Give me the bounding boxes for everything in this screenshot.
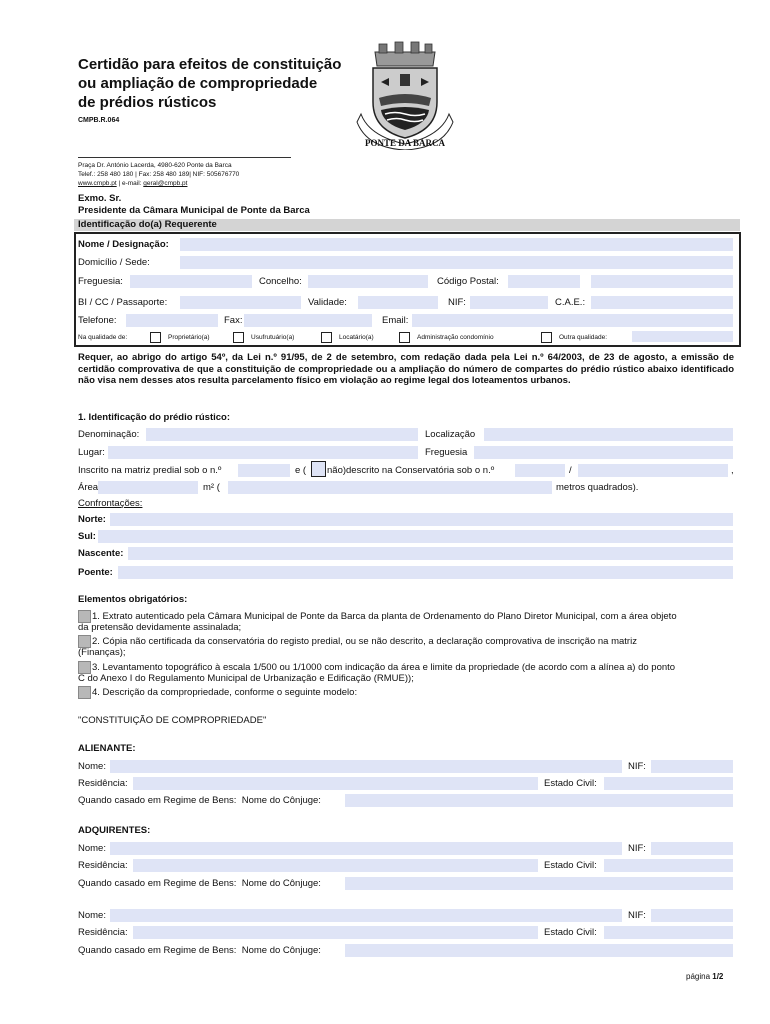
bi-field[interactable] — [180, 296, 301, 309]
codigo-postal-field[interactable] — [508, 275, 580, 288]
title-line-2: ou ampliação de compropriedade — [78, 75, 318, 92]
adquirente2-conjuge-field[interactable] — [345, 944, 733, 957]
label-nao-descrito: não)descrito na Conservatória sob o n.º — [327, 465, 495, 476]
sul-field[interactable] — [98, 530, 733, 543]
nao-descrito-checkbox[interactable] — [311, 461, 326, 477]
web-email-line: www.cmpb.pt | e-mail: geral@cmpb.pt — [78, 180, 188, 187]
elementos-title: Elementos obrigatórios: — [78, 594, 188, 605]
label-alienante-residencia: Residência: — [78, 778, 128, 789]
modelo-heading: "CONSTITUIÇÃO DE COMPROPRIEDADE" — [78, 715, 267, 726]
label-e: e ( — [295, 465, 307, 476]
label-qualidade: Na qualidade de: — [78, 334, 128, 341]
label-bi: BI / CC / Passaporte: — [78, 297, 168, 308]
label-alienante-estado: Estado Civil: — [544, 778, 597, 789]
label-area: Área — [78, 482, 99, 493]
label-codigo-postal: Código Postal: — [437, 276, 499, 287]
contacts-line: Telef.: 258 480 180 | Fax: 258 480 189| NIF: 505676770 — [78, 171, 240, 178]
label-comma: , — [731, 465, 734, 476]
conservatoria-numero-field[interactable] — [515, 464, 565, 477]
checkbox-administracao[interactable] — [399, 332, 410, 343]
label-adquirente1-nome: Nome: — [78, 843, 106, 854]
label-concelho: Concelho: — [259, 276, 302, 287]
label-cae: C.A.E.: — [555, 297, 586, 308]
label-confrontacoes: Confrontações: — [78, 498, 143, 509]
label-nif: NIF: — [448, 297, 466, 308]
localizacao-field[interactable] — [484, 428, 733, 441]
area-field[interactable] — [98, 481, 198, 494]
adquirente2-nome-field[interactable] — [110, 909, 622, 922]
title-line-3: de prédios rústicos — [78, 94, 217, 111]
elemento-4-text: 4. Descrição da compropriedade, conforme o seguinte modelo: — [92, 687, 358, 698]
label-alienante-nome: Nome: — [78, 761, 106, 772]
label-nome: Nome / Designação: — [78, 239, 169, 250]
label-freguesia-predio: Freguesia — [425, 447, 468, 458]
label-adquirente2-residencia: Residência: — [78, 927, 128, 938]
adquirente2-nif-field[interactable] — [651, 909, 733, 922]
label-email: Email: — [382, 315, 409, 326]
outra-qualidade-field[interactable] — [632, 331, 733, 342]
label-adquirente2-regime: Quando casado em Regime de Bens: Nome do Cônjuge: — [78, 945, 321, 956]
concelho-field[interactable] — [308, 275, 428, 288]
label-adquirente2-estado: Estado Civil: — [544, 927, 597, 938]
label-adquirente2-nome: Nome: — [78, 910, 106, 921]
nome-field[interactable] — [180, 238, 733, 251]
predio-title: 1. Identificação do prédio rústico: — [78, 412, 231, 423]
label-adquirente1-nif: NIF: — [628, 843, 646, 854]
adquirentes-title: ADQUIRENTES: — [78, 825, 151, 836]
label-poente: Poente: — [78, 567, 113, 578]
elemento-1-text-a: 1. Extrato autenticado pela Câmara Municipal de Ponte da Barca da planta de Ordenamento do Plano Diretor Municipal, com a área objeto — [92, 611, 677, 622]
checkbox-outra[interactable] — [541, 332, 552, 343]
label-adquirente2-nif: NIF: — [628, 910, 646, 921]
title-line-1: Certidão para efeitos de constituição — [78, 56, 342, 73]
label-usufrutuario: Usufrutuário(a) — [251, 334, 295, 341]
freguesia-field[interactable] — [130, 275, 252, 288]
label-telefone: Telefone: — [78, 315, 117, 326]
page-number: página 1/2 — [686, 972, 724, 981]
domicilio-field[interactable] — [180, 256, 733, 269]
request-paragraph: Requer, ao abrigo do artigo 54º, da Lei n.º 91/95, de 2 de setembro, com redação dada pela Lei n.º 64/2003, de 23 de agosto, a emissão de certidão comprovativa de que a constituição de compropriedade ou a ampliação do número de compartes do prédio rústico abaixo identificado não visa nem desses atos resulta parcelamento físico em violação ao regime legal dos loteamentos urbanos. — [78, 352, 734, 386]
label-adquirente1-estado: Estado Civil: — [544, 860, 597, 871]
adquirente1-nif-field[interactable] — [651, 842, 733, 855]
checkbox-usufrutuario[interactable] — [233, 332, 244, 343]
label-nascente: Nascente: — [78, 548, 124, 559]
alienante-nif-field[interactable] — [651, 760, 733, 773]
logo-text: PONTE DA BARCA — [364, 138, 446, 148]
cae-field[interactable] — [591, 296, 733, 309]
label-outra: Outra qualidade: — [559, 334, 608, 341]
alienante-title: ALIENANTE: — [78, 743, 136, 754]
telefone-field[interactable] — [126, 314, 218, 327]
label-metros: metros quadrados). — [556, 482, 639, 493]
label-administracao: Administração condomínio — [417, 334, 494, 341]
form-code: CMPB.R.064 — [78, 117, 120, 124]
alienante-conjuge-field[interactable] — [345, 794, 733, 807]
email-field[interactable] — [412, 314, 733, 327]
label-alienante-regime: Quando casado em Regime de Bens: Nome do Cônjuge: — [78, 795, 321, 806]
lugar-field[interactable] — [108, 446, 418, 459]
alienante-estado-field[interactable] — [604, 777, 733, 790]
adquirente1-nome-field[interactable] — [110, 842, 622, 855]
adquirente1-estado-field[interactable] — [604, 859, 733, 872]
adquirente2-residencia-field[interactable] — [133, 926, 538, 939]
validade-field[interactable] — [358, 296, 438, 309]
codigo-postal-locality-field[interactable] — [591, 275, 733, 288]
label-m2: m² ( — [203, 482, 220, 493]
norte-field[interactable] — [110, 513, 733, 526]
nascente-field[interactable] — [128, 547, 733, 560]
address-line: Praça Dr. António Lacerda, 4980-620 Ponte da Barca — [78, 162, 232, 169]
adquirente1-residencia-field[interactable] — [133, 859, 538, 872]
divider — [78, 157, 291, 158]
email-link[interactable]: geral@cmpb.pt — [143, 180, 188, 187]
label-adquirente1-residencia: Residência: — [78, 860, 128, 871]
label-adquirente1-regime: Quando casado em Regime de Bens: Nome do Cônjuge: — [78, 878, 321, 889]
municipal-coat-of-arms-logo — [355, 40, 455, 150]
checkbox-proprietario[interactable] — [150, 332, 161, 343]
label-norte: Norte: — [78, 514, 106, 525]
label-denominacao: Denominação: — [78, 429, 140, 440]
label-sul: Sul: — [78, 531, 96, 542]
label-inscrito: Inscrito na matriz predial sob o n.º — [78, 465, 222, 476]
inscrito-matriz-field[interactable] — [238, 464, 290, 477]
document-title — [78, 55, 341, 112]
adquirente1-conjuge-field[interactable] — [345, 877, 733, 890]
conservatoria-ano-field[interactable] — [578, 464, 728, 477]
area-extenso-field[interactable] — [228, 481, 552, 494]
elemento-3-text-a: 3. Levantamento topográfico à escala 1/500 ou 1/1000 com indicação da área e limite da propriedade (de acordo com a alínea a) do ponto — [92, 662, 676, 673]
label-proprietario: Proprietário(a) — [168, 334, 210, 341]
label-lugar: Lugar: — [78, 447, 105, 458]
nif-field[interactable] — [470, 296, 548, 309]
section-requerente-title: Identificação do(a) Requerente — [78, 219, 217, 230]
label-freguesia: Freguesia: — [78, 276, 123, 287]
addressee-line-2: Presidente da Câmara Municipal de Ponte da Barca — [78, 205, 310, 216]
elemento-2-text-a: 2. Cópia não certificada da conservatória do registo predial, ou se não descrito, a declaração comprovativa de inscrição na matriz — [92, 636, 637, 647]
alienante-nome-field[interactable] — [110, 760, 622, 773]
fax-field[interactable] — [244, 314, 372, 327]
elemento-4-checkbox[interactable] — [78, 686, 91, 699]
elemento-3-text-b: C do Anexo I do Regulamento Municipal de Urbanização e Edificação (RMUE)); — [78, 673, 414, 684]
denominacao-field[interactable] — [146, 428, 418, 441]
elemento-2-text-b: (Finanças); — [78, 647, 126, 658]
adquirente2-estado-field[interactable] — [604, 926, 733, 939]
alienante-residencia-field[interactable] — [133, 777, 538, 790]
poente-field[interactable] — [118, 566, 733, 579]
label-localizacao: Localização — [425, 429, 476, 440]
label-validade: Validade: — [308, 297, 347, 308]
label-slash: / — [569, 465, 572, 476]
addressee-line-1: Exmo. Sr. — [78, 193, 122, 204]
label-domicilio: Domicílio / Sede: — [78, 257, 150, 268]
checkbox-locatario[interactable] — [321, 332, 332, 343]
website-link[interactable]: www.cmpb.pt — [78, 180, 117, 187]
label-locatario: Locatário(a) — [339, 334, 374, 341]
freguesia-predio-field[interactable] — [474, 446, 733, 459]
elemento-1-text-b: da pretensão devidamente assinalada; — [78, 622, 242, 633]
label-alienante-nif: NIF: — [628, 761, 646, 772]
label-fax: Fax: — [224, 315, 243, 326]
